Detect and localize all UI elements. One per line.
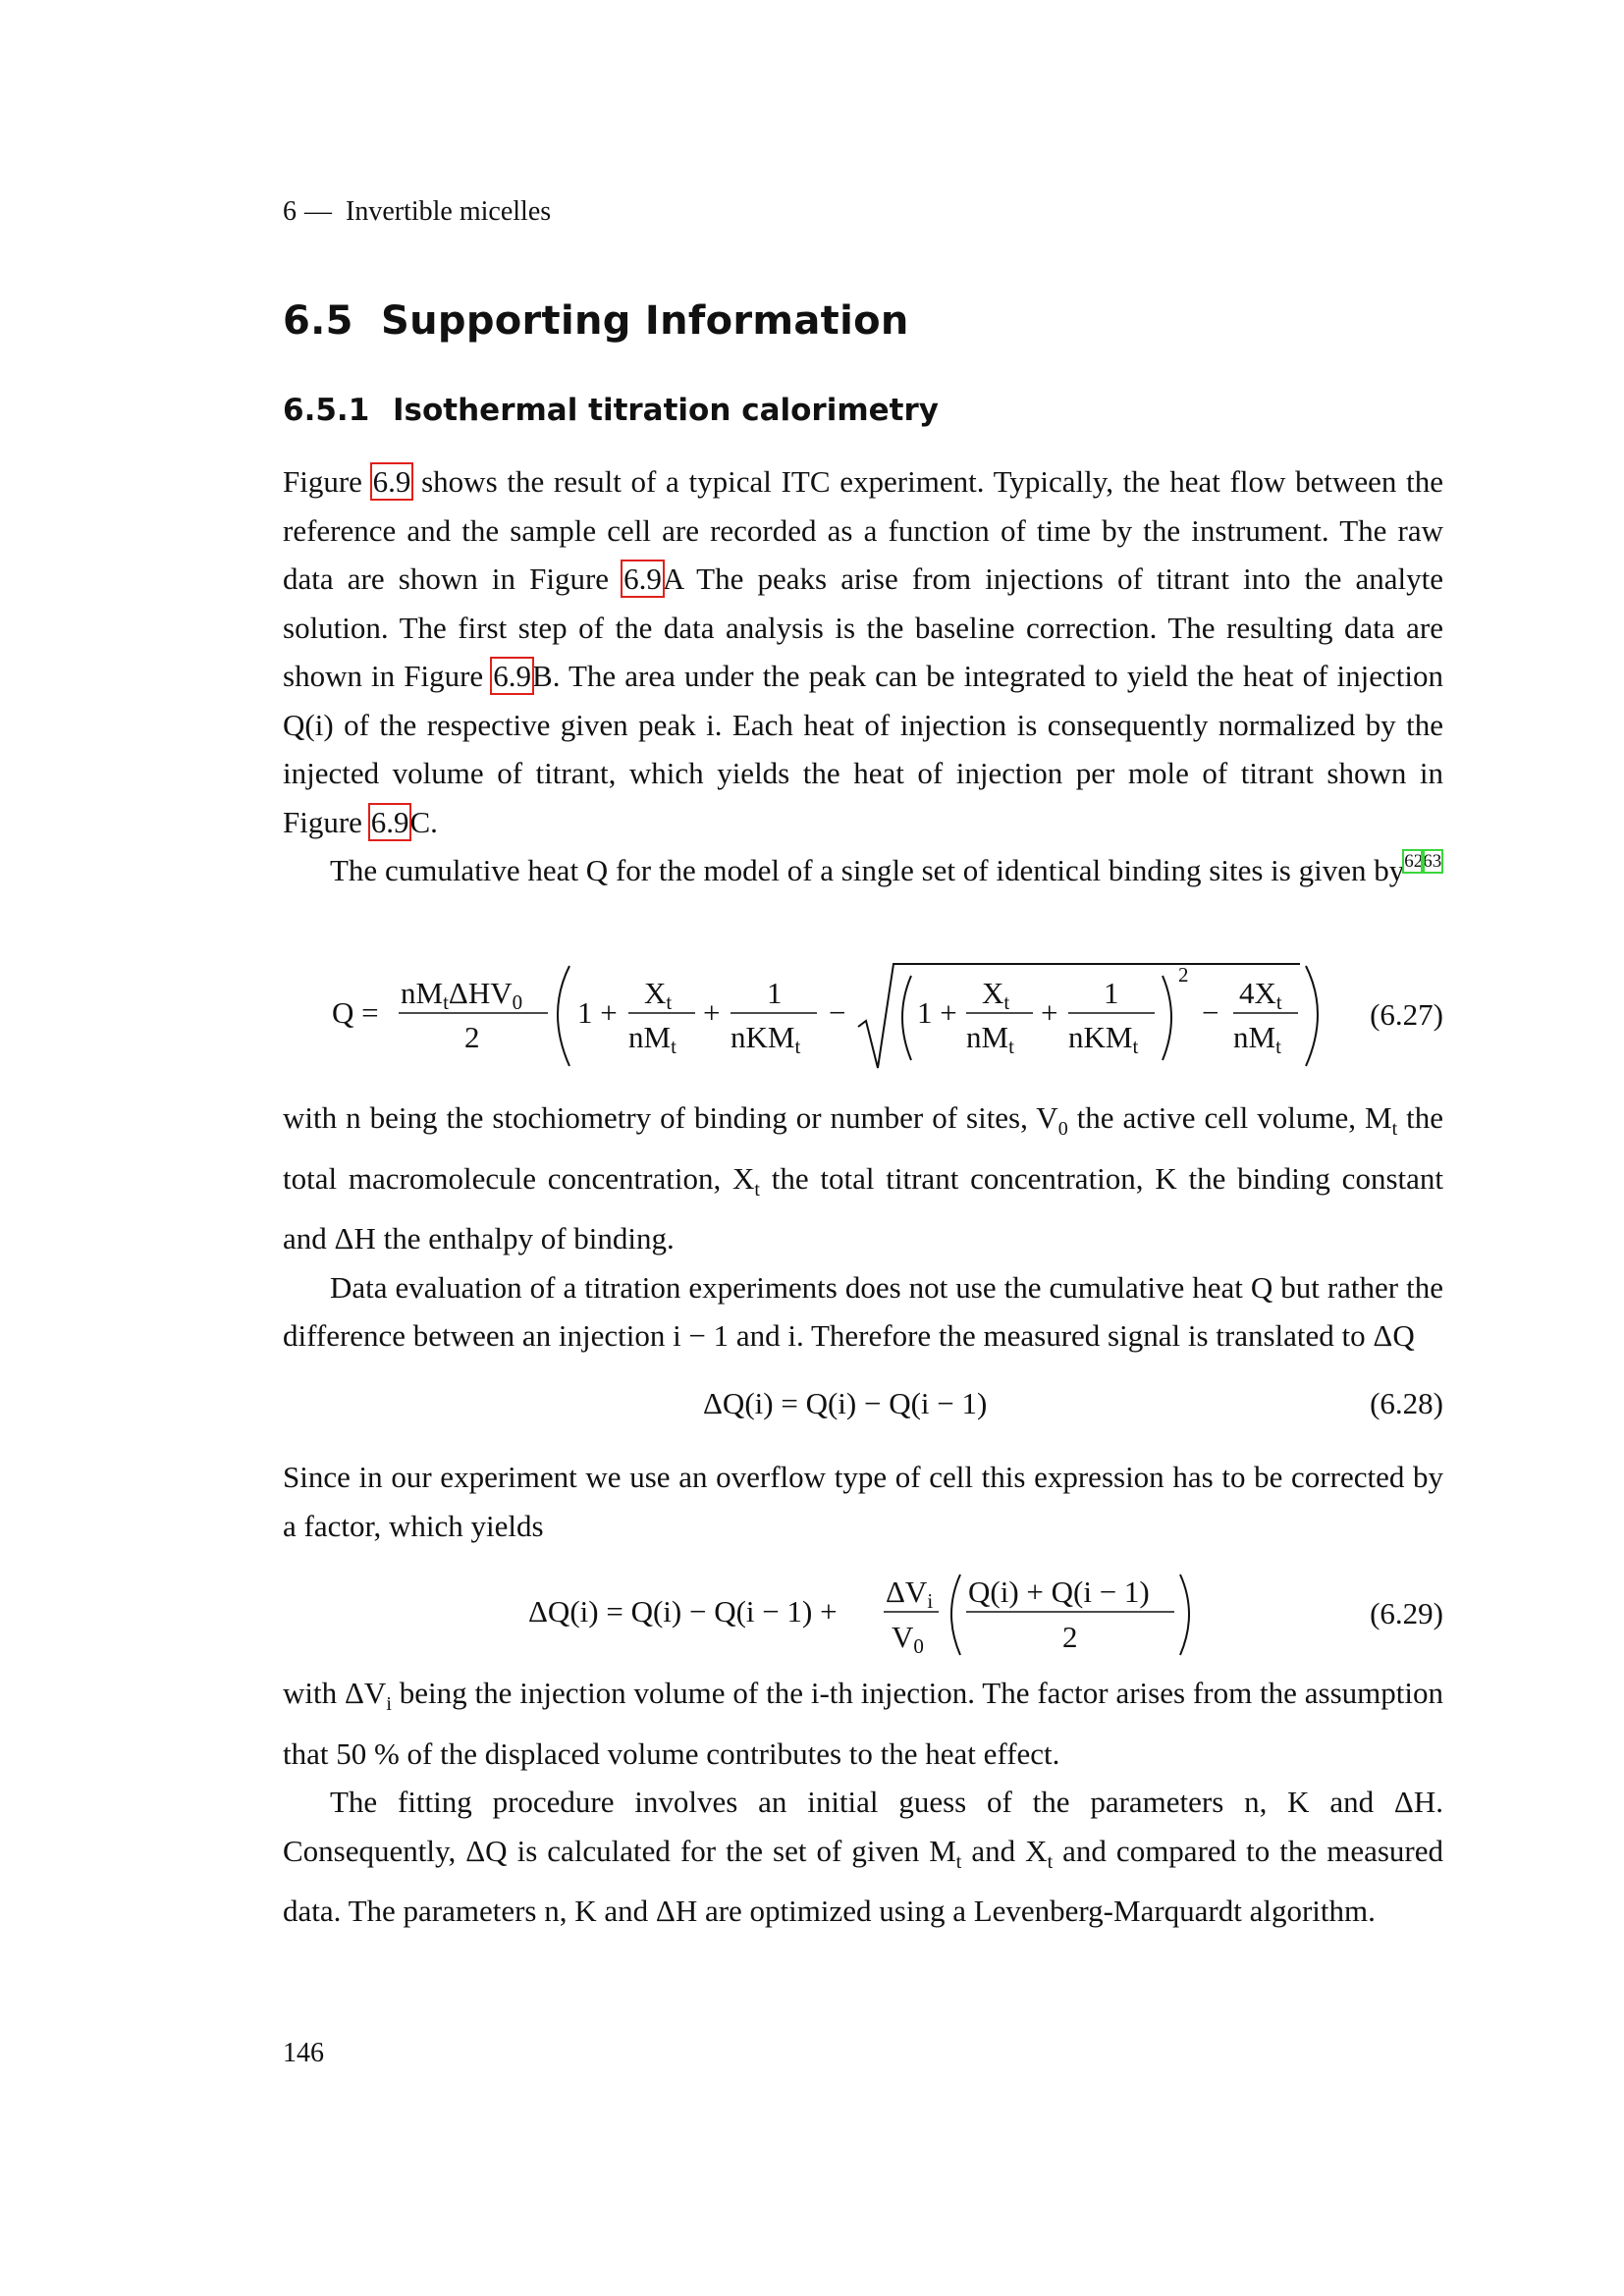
text-run: Since in our experiment we use an overflow type of cell this expression has to be corrected by a factor, which yields [283, 1460, 1443, 1543]
frac-xt-den: nMt [628, 1020, 677, 1058]
figure-link[interactable]: 6.9 [370, 804, 409, 839]
big-left-paren [558, 966, 569, 1066]
frac-xt-inner-num: Xt [982, 976, 1010, 1014]
body-text-block-4 [283, 1669, 1443, 1936]
equation-6-28 [283, 1386, 1443, 1435]
paragraph-data-evaluation [283, 1263, 1443, 1361]
frac-1-inner-num: 1 [1104, 976, 1119, 1010]
eq-plus: + [703, 995, 721, 1030]
frac-4xt-num: 4Xt [1239, 976, 1282, 1014]
running-head [283, 196, 551, 228]
subscript: t [1047, 1850, 1054, 1873]
body-text-block-2 [283, 1094, 1443, 1361]
frac-1-num: 1 [767, 976, 783, 1010]
paragraph-fitting-procedure [283, 1778, 1443, 1936]
frac-1-den: nKMt [731, 1020, 801, 1058]
eq-one-plus-inner: 1 + [917, 995, 957, 1030]
page-number: 146 [283, 2038, 324, 2068]
eq-prefactor-numerator: nMtΔHV0 [401, 976, 523, 1014]
paragraph-itc-intro [283, 457, 1443, 846]
text-run: A The peaks arise from injections of titrant into the analyte solution. The first step of the data analysis is the baseline correction. The resulting data are shown in Figure [283, 561, 1443, 693]
equation-6-27-graphic [283, 958, 1443, 1076]
subscript: t [1391, 1118, 1398, 1141]
section-title: Supporting Information [381, 298, 909, 344]
equation-6-29-graphic [283, 1567, 1443, 1665]
text-run: C. [409, 804, 438, 839]
figure-link[interactable]: 6.9 [493, 659, 532, 693]
subscript: 0 [1057, 1118, 1068, 1141]
body-text-block-1 [283, 457, 1443, 895]
text-run: Data evaluation of a titration experiments does not use the cumulative heat Q but rather the difference between an injection i − 1 and i. Therefore the measured signal is translated to ΔQ [283, 1269, 1443, 1354]
subsection-number: 6.5.1 [283, 393, 370, 428]
citation-link[interactable]: 63 [1423, 851, 1442, 872]
text-run: and X [961, 1833, 1048, 1868]
subscript: t [754, 1178, 760, 1201]
section-number: 6.5 [283, 298, 353, 344]
subscript: t [955, 1850, 962, 1873]
eq-one-plus: 1 + [577, 995, 618, 1030]
text-run: The fitting procedure involves an initial guess of the parameters n, K and ΔH. Consequently, ΔQ is calculated for the set of given M [283, 1785, 1443, 1868]
frac-xt-num: Xt [644, 976, 673, 1014]
equation-6-29 [283, 1567, 1443, 1665]
text-run: shows the result of a typical ITC experiment. Typically, the heat flow between the reference and the sample cell are recorded as a function of time by the instrument. The raw data are shown in Figure [283, 464, 1444, 596]
paragraph-injection-volume [283, 1669, 1443, 1778]
inner-right-paren [1163, 976, 1171, 1060]
text-run: being the injection volume of the i-th injection. The factor arises from the assumption that 50 % of the displaced volume contributes to the heat effect. [283, 1676, 1444, 1771]
left-paren [951, 1575, 960, 1655]
big-right-paren [1306, 966, 1318, 1066]
subsection-heading [283, 393, 939, 428]
eq-exponent: 2 [1178, 963, 1189, 987]
paragraph-variable-definitions [283, 1094, 1443, 1263]
eq-minus-b: − [1202, 995, 1219, 1030]
text-run: the total macromolecule concentration, X [283, 1100, 1444, 1196]
text-run: the total titrant concentration, K the binding constant and ΔH the enthalpy of binding. [283, 1160, 1443, 1256]
text-run: The cumulative heat Q for the model of a single set of identical binding sites is given by [330, 853, 1405, 887]
inner-left-paren [902, 976, 911, 1060]
chapter-title: Invertible micelles [346, 196, 552, 227]
body-text-block-3 [283, 1453, 1443, 1550]
frac-4xt-den: nMt [1233, 1020, 1281, 1058]
subsection-title: Isothermal titration calorimetry [393, 393, 939, 428]
section-heading [283, 298, 909, 344]
frac-inner-num: Q(i) + Q(i − 1) [968, 1575, 1150, 1609]
citation-link[interactable]: 62 [1404, 851, 1424, 872]
text-run: with n being the stochiometry of binding or number of sites, V [283, 1100, 1058, 1135]
text-run: the active cell volume, M [1067, 1100, 1392, 1135]
equation-number: (6.28) [1370, 1386, 1443, 1420]
text-run: and compared to the measured data. The parameters n, K and ΔH are optimized using a Levenberg-Marquardt algorithm. [283, 1833, 1443, 1929]
text-run: Figure [283, 464, 372, 499]
text-run: B. The area under the peak can be integrated to yield the heat of injection Q(i) of the respective given peak i. Each heat of injection is consequently normalized by the injected volume of titrant, which yields the heat of injection per mole of titrant shown in Figure [283, 659, 1443, 839]
eq-lhs: ΔQ(i) = Q(i) − Q(i − 1) + [528, 1594, 838, 1629]
running-head-dash: — [304, 196, 332, 227]
paragraph-cumulative-heat [283, 846, 1443, 895]
chapter-number: 6 [283, 196, 297, 227]
eq-minus: − [829, 995, 846, 1030]
frac-xt-inner-den: nMt [966, 1020, 1014, 1058]
frac-dv-num: ΔVi [886, 1575, 934, 1613]
figure-link[interactable]: 6.9 [623, 561, 662, 596]
frac-inner-den: 2 [1062, 1620, 1078, 1654]
text-run: with ΔV [283, 1676, 387, 1710]
paragraph-overflow-correction [283, 1453, 1443, 1550]
frac-dv-den: V0 [892, 1620, 924, 1658]
equation-6-28-body: ΔQ(i) = Q(i) − Q(i − 1) [703, 1386, 988, 1420]
frac-1-inner-den: nKMt [1068, 1020, 1139, 1058]
equation-6-27 [283, 958, 1443, 1076]
eq-prefactor-denominator: 2 [464, 1020, 480, 1054]
eq-plus-inner: + [1041, 995, 1058, 1030]
equation-number: (6.29) [1370, 1596, 1443, 1630]
figure-link[interactable]: 6.9 [372, 464, 411, 499]
eq-lhs: Q = [332, 995, 379, 1030]
subscript: i [386, 1693, 392, 1716]
right-paren [1180, 1575, 1189, 1655]
equation-number: (6.27) [1370, 997, 1443, 1032]
